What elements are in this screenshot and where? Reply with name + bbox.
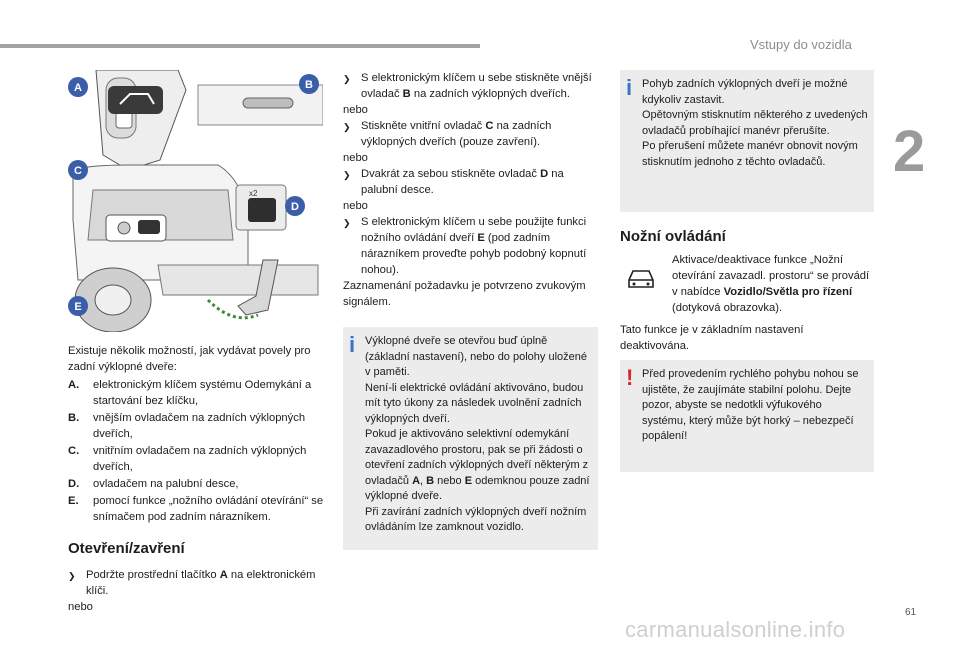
tailgate-illustration bbox=[68, 70, 323, 332]
feature-text: Aktivace/deaktivace funkce „Nožní otevírání zavazadl. prostoru“ se provádí v nabídce Vozidlo/Světla pro řízení (dotyková obrazovka). bbox=[672, 254, 870, 314]
badge-x2: x2 bbox=[249, 189, 258, 198]
list-item: E. pomocí funkce „nožního ovládání otevírání“ se snímačem pod zadním nárazníkem. bbox=[68, 495, 324, 523]
or-text: nebo bbox=[68, 601, 93, 613]
confirm-text: Zaznamenání požadavku je potvrzeno zvukovým signálem. bbox=[343, 280, 586, 308]
step-item: ❯ Stiskněte vnitřní ovladač C na zadních výklopných dveřích (pouze zavření). bbox=[343, 120, 552, 148]
svg-text:D: D bbox=[291, 201, 299, 213]
svg-text:C: C bbox=[74, 165, 82, 177]
info-icon: i bbox=[626, 75, 633, 100]
info-icon: i bbox=[349, 332, 356, 357]
svg-text:A: A bbox=[74, 82, 82, 94]
label-a-marker bbox=[68, 77, 88, 97]
arrow-icon: ❯ bbox=[343, 74, 351, 84]
arrow-icon: ❯ bbox=[343, 218, 351, 228]
chapter-number: 2 bbox=[893, 119, 926, 184]
info-note-tailgate: i Výklopné dveře se otevřou buď úplně (základní nastavení), nebo do polohy uložené v paměti. Není-li elektrické ovládání aktivováno, budou mít tyto úkony za následek uvolnění zadních výklopných dveří. Pokud je aktivováno selektivní odemykání zavazadlového prostoru, pak se při žádosti o otevření zadních výklopných dveří některým z ovladačů A, B nebo E odemknou pouze zadní výklopné dveře. Při zavírání zadních výklopných dveří nožním ovládáním lze zamknout vozidlo. bbox=[343, 327, 598, 550]
or-text: nebo bbox=[343, 152, 368, 164]
arrow-icon: ❯ bbox=[343, 170, 351, 180]
or-text: nebo bbox=[343, 200, 368, 212]
tailgate-drawing bbox=[68, 70, 323, 332]
label-d-marker bbox=[285, 196, 305, 216]
step-item: ❯ Dvakrát za sebou stiskněte ovladač D na palubní desce. bbox=[343, 168, 564, 196]
car-settings-icon bbox=[624, 264, 658, 292]
intro-text: Existuje několik možností, jak vydávat povely pro zadní výklopné dveře: bbox=[68, 345, 311, 373]
svg-text:B: B bbox=[305, 79, 313, 91]
column-1 bbox=[68, 343, 330, 615]
heading-open-close: Otevření/zavření bbox=[68, 540, 185, 557]
section-title: Vstupy do vozidla bbox=[750, 37, 852, 52]
page-number: 61 bbox=[905, 607, 917, 618]
svg-text:E: E bbox=[74, 301, 82, 313]
list-item: C. vnitřním ovladačem na zadních výklopných dveřích, bbox=[68, 445, 307, 473]
step-item: ❯ S elektronickým klíčem u sebe použijte funkci nožního ovládání dveří E (pod zadním nárazníkem proveďte pohyb podobný kopnutí nohou). bbox=[343, 216, 587, 276]
header-rule bbox=[0, 44, 480, 48]
list-item: A. elektronickým klíčem systému Odemykání a startování bez klíčku, bbox=[68, 379, 312, 407]
watermark: carmanualsonline.info bbox=[625, 617, 846, 642]
arrow-icon: ❯ bbox=[343, 122, 351, 132]
arrow-icon: ❯ bbox=[68, 571, 76, 581]
control-list bbox=[68, 377, 330, 525]
list-item: B. vnějším ovladačem na zadních výklopných dveřích, bbox=[68, 412, 306, 440]
list-item: D. ovladačem na palubní desce, bbox=[68, 478, 239, 490]
column-2 bbox=[343, 70, 598, 310]
label-c-marker bbox=[68, 160, 88, 180]
step-item: ❯ Podržte prostřední tlačítko A na elektronickém klíči. bbox=[68, 569, 316, 597]
heading-foot-control: Nožní ovládání bbox=[620, 228, 726, 245]
step-item: ❯ S elektronickým klíčem u sebe stiskněte vnější ovladač B na zadních výklopných dveřích. bbox=[343, 72, 592, 100]
warning-icon: ! bbox=[626, 365, 634, 390]
label-b-marker bbox=[299, 74, 319, 94]
or-text: nebo bbox=[343, 104, 368, 116]
info-note-stop: i Pohyb zadních výklopných dveří je možné kdykoliv zastavit. Opětovným stisknutím některého z uvedených ovladačů probíhající manévr přerušíte. Po přerušení můžete manévr obnovit novým stisknutím jednoho z těchto ovladačů. bbox=[620, 70, 874, 212]
label-e-marker bbox=[68, 296, 88, 316]
warning-note: ! Před provedením rychlého pohybu nohou se ujistěte, že zaujímáte stabilní polohu. Dejte pozor, abyste se nedotkli výfukového systému, který může být horký – nebezpečí popálení! bbox=[620, 360, 874, 472]
default-setting-text: Tato funkce je v základním nastavení deaktivována. bbox=[620, 324, 804, 352]
